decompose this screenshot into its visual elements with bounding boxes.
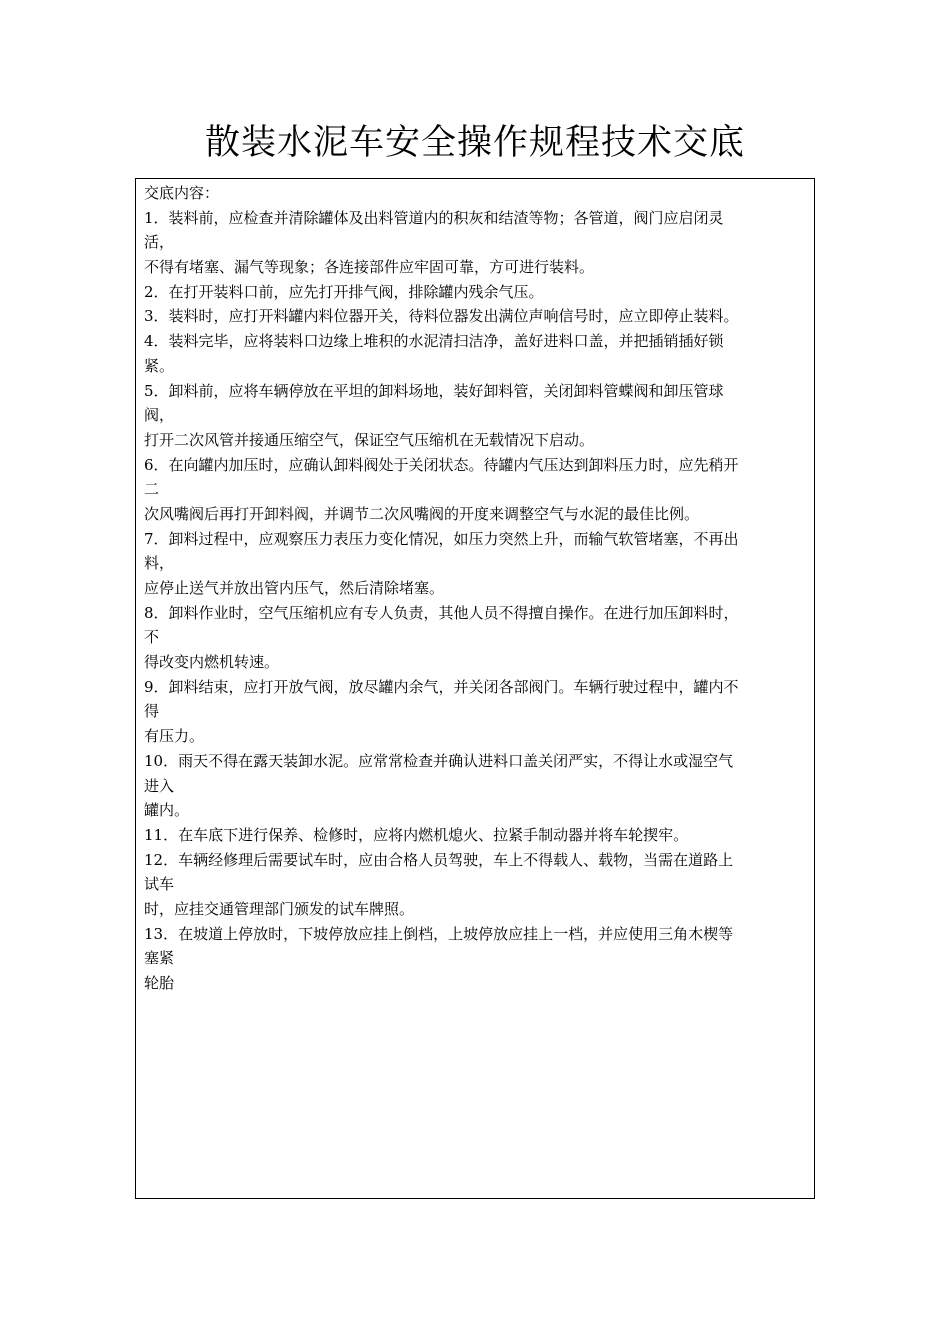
content-line: 得 (144, 702, 160, 721)
content-line: 10．雨天不得在露天装卸水泥。应常常检查并确认进料口盖关闭严实，不得让水或湿空气 (144, 751, 734, 770)
content-line: 时，应挂交通管理部门颁发的试车牌照。 (144, 899, 415, 918)
content-line: 进入 (144, 776, 175, 795)
content-line: 2．在打开装料口前，应先打开排气阀，排除罐内残余气压。 (144, 282, 544, 301)
content-line: 交底内容： (144, 184, 220, 202)
content-line: 料， (144, 554, 175, 573)
content-line: 罐内。 (144, 801, 190, 820)
content-line: 活， (144, 233, 175, 252)
content-line: 8．卸料作业时，空气压缩机应有专人负责，其他人员不得擅自操作。在进行加压卸料时， (144, 603, 739, 622)
content-line: 7．卸料过程中，应观察压力表压力变化情况，如压力突然上升，而输气软管堵塞，不再出 (144, 529, 739, 548)
content-line: 9．卸料结束，应打开放气阀，放尽罐内余气，并关闭各部阀门。车辆行驶过程中，罐内不 (144, 677, 739, 696)
content-line: 5．卸料前，应将车辆停放在平坦的卸料场地，装好卸料管，关闭卸料管蝶阀和卸压管球 (144, 381, 724, 400)
content-line: 打开二次风管并接通压缩空气，保证空气压缩机在无载情况下启动。 (144, 430, 595, 449)
content-line: 得改变内燃机转速。 (144, 653, 280, 672)
content-line: 不 (144, 628, 160, 647)
content-line: 4．装料完毕，应将装料口边缘上堆积的水泥清扫洁净，盖好进料口盖，并把插销插好锁 (144, 332, 724, 351)
content-line: 6．在向罐内加压时，应确认卸料阀处于关闭状态。待罐内气压达到卸料压力时，应先稍开 (144, 455, 739, 474)
content-line: 试车 (144, 875, 175, 894)
content-line: 次风嘴阀后再打开卸料阀，并调节二次风嘴阀的开度来调整空气与水泥的最佳比例。 (144, 504, 700, 523)
content-line: 12．车辆经修理后需要试车时，应由合格人员驾驶，车上不得载人、载物，当需在道路上 (144, 850, 734, 869)
content-line: 二 (144, 480, 160, 499)
content-line: 阀， (144, 406, 175, 425)
content-lines (144, 181, 806, 996)
content-line: 轮胎 (144, 974, 175, 992)
content-line: 不得有堵塞、漏气等现象；各连接部件应牢固可靠，方可进行装料。 (144, 258, 595, 277)
content-line: 应停止送气并放出管内压气，然后清除堵塞。 (144, 579, 445, 597)
content-line: 11．在车底下进行保养、检修时，应将内燃机熄火、拉紧手制动器并将车轮揳牢。 (144, 825, 689, 844)
content-line: 3．装料时，应打开料罐内料位器开关，待料位器发出满位声响信号时，应立即停止装料。 (144, 307, 739, 326)
content-line: 紧。 (144, 356, 175, 375)
content-line: 13．在坡道上停放时，下坡停放应挂上倒档，上坡停放应挂上一档，并应使用三角木楔等 (144, 924, 734, 943)
page-title: 散装水泥车安全操作规程技术交底 (204, 123, 745, 163)
content-line: 塞紧 (144, 949, 175, 968)
content-line: 1．装料前，应检查并清除罐体及出料管道内的积灰和结渣等物；各管道，阀门应启闭灵 (144, 208, 724, 227)
content-line: 有压力。 (144, 727, 205, 746)
content-box (135, 178, 815, 1199)
